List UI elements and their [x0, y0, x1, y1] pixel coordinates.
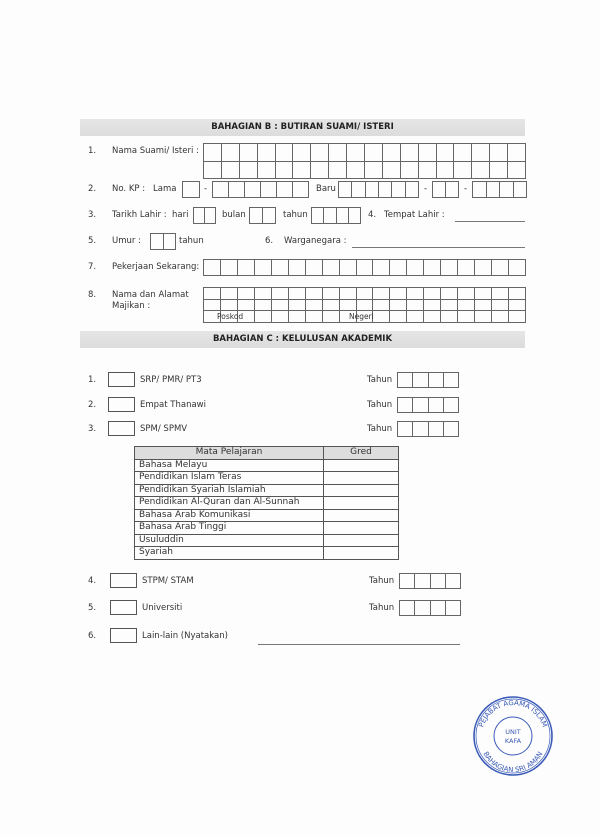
char-box[interactable]: [277, 182, 293, 198]
ic-old-prefix-box[interactable]: [182, 181, 200, 198]
char-box[interactable]: [255, 260, 272, 276]
q8-number: 8.: [88, 290, 97, 300]
char-box[interactable]: [221, 300, 238, 312]
char-box[interactable]: [340, 300, 357, 312]
char-box[interactable]: [349, 208, 361, 224]
char-box[interactable]: [401, 144, 419, 162]
year-label: Tahun: [367, 400, 393, 410]
subjects-table: [134, 446, 399, 560]
q4-number: 4.: [368, 210, 377, 220]
char-box[interactable]: [492, 311, 509, 323]
other-qualification-field[interactable]: [258, 644, 460, 645]
dash: -: [204, 184, 208, 194]
subject-row: [135, 547, 399, 560]
char-box[interactable]: [400, 601, 415, 616]
q5-label: Umur :: [112, 236, 141, 246]
char-box[interactable]: [337, 208, 349, 224]
q3-label: Tarikh Lahir :: [112, 210, 167, 220]
char-box[interactable]: [238, 288, 255, 300]
char-box[interactable]: [509, 311, 526, 323]
char-box[interactable]: [258, 162, 276, 180]
qualification-label: Universiti: [142, 603, 183, 613]
char-box[interactable]: [487, 182, 501, 198]
char-box[interactable]: [204, 162, 222, 180]
char-box[interactable]: [323, 300, 340, 312]
char-box[interactable]: [164, 234, 177, 250]
char-box[interactable]: [490, 162, 508, 180]
char-box[interactable]: [514, 182, 528, 198]
qualification-checkbox[interactable]: [110, 628, 137, 643]
char-box[interactable]: [261, 182, 277, 198]
subject-row: [135, 484, 399, 497]
birth-month-boxes[interactable]: [249, 207, 276, 224]
qualification-number: 3.: [88, 424, 97, 434]
grade-cell[interactable]: [324, 459, 399, 472]
char-box[interactable]: [373, 288, 390, 300]
qualification-year-boxes[interactable]: [399, 573, 461, 589]
char-box[interactable]: [383, 162, 401, 180]
char-box[interactable]: [306, 311, 323, 323]
grade-cell[interactable]: [324, 547, 399, 560]
char-box[interactable]: [229, 182, 245, 198]
char-box[interactable]: [289, 288, 306, 300]
char-box[interactable]: [390, 300, 407, 312]
char-box[interactable]: [263, 208, 276, 224]
char-box[interactable]: [276, 162, 294, 180]
char-box[interactable]: [458, 300, 475, 312]
char-box[interactable]: [415, 574, 430, 589]
char-box[interactable]: [441, 300, 458, 312]
char-box[interactable]: [444, 398, 459, 413]
char-box[interactable]: [238, 300, 255, 312]
char-box[interactable]: [366, 182, 379, 198]
q1-label: Nama Suami/ Isteri :: [112, 146, 199, 156]
char-box[interactable]: [293, 162, 311, 180]
char-box[interactable]: [357, 260, 374, 276]
spouse-name-boxes[interactable]: [203, 143, 526, 179]
char-box[interactable]: [240, 144, 258, 162]
subject-name: Pendidikan Al-Quran dan Al-Sunnah: [135, 497, 324, 510]
char-box[interactable]: [373, 311, 390, 323]
subject-row: [135, 472, 399, 485]
char-box[interactable]: [383, 144, 401, 162]
qualification-year-boxes[interactable]: [399, 600, 461, 616]
q2-label: No. KP :: [112, 184, 146, 194]
char-box[interactable]: [347, 162, 365, 180]
char-box[interactable]: [390, 260, 407, 276]
char-box[interactable]: [446, 601, 461, 616]
char-box[interactable]: [365, 144, 383, 162]
char-box[interactable]: [446, 574, 461, 589]
char-box[interactable]: [255, 288, 272, 300]
char-box[interactable]: [454, 162, 472, 180]
day-label: hari: [172, 210, 189, 220]
char-box[interactable]: [347, 144, 365, 162]
qualification-year-boxes[interactable]: [397, 397, 459, 413]
char-box[interactable]: [329, 162, 347, 180]
char-box[interactable]: [490, 144, 508, 162]
subject-name: Usuluddin: [135, 534, 324, 547]
grade-cell[interactable]: [324, 484, 399, 497]
char-box[interactable]: [424, 288, 441, 300]
char-box[interactable]: [431, 574, 446, 589]
qualification-year-boxes[interactable]: [397, 421, 459, 437]
char-box[interactable]: [424, 311, 441, 323]
char-box[interactable]: [473, 182, 487, 198]
qualification-label: STPM/ STAM: [142, 576, 194, 586]
char-box[interactable]: [433, 182, 446, 198]
birthplace-field[interactable]: [455, 221, 525, 222]
char-box[interactable]: [151, 234, 164, 250]
occupation-boxes[interactable]: [203, 259, 526, 276]
char-box[interactable]: [419, 162, 437, 180]
q2-number: 2.: [88, 184, 97, 194]
q3-number: 3.: [88, 210, 97, 220]
char-box[interactable]: [221, 260, 238, 276]
char-box[interactable]: [306, 300, 323, 312]
subject-row: [135, 522, 399, 535]
char-box[interactable]: [272, 300, 289, 312]
char-box[interactable]: [424, 260, 441, 276]
char-box[interactable]: [508, 144, 526, 162]
char-box[interactable]: [413, 373, 428, 388]
char-box[interactable]: [250, 208, 263, 224]
char-box[interactable]: [458, 311, 475, 323]
ic-old-number-boxes[interactable]: [212, 181, 309, 198]
grade-cell[interactable]: [324, 534, 399, 547]
char-box[interactable]: [323, 288, 340, 300]
char-box[interactable]: [276, 144, 294, 162]
qualification-checkbox[interactable]: [110, 600, 137, 615]
ic-new-label: Baru: [316, 184, 336, 194]
char-box[interactable]: [472, 162, 490, 180]
ic-old-label: Lama: [153, 184, 177, 194]
char-box[interactable]: [238, 260, 255, 276]
char-box[interactable]: [424, 300, 441, 312]
ic-new-part2-boxes[interactable]: [432, 181, 459, 198]
char-box[interactable]: [441, 260, 458, 276]
char-box[interactable]: [204, 300, 221, 312]
char-box[interactable]: [365, 162, 383, 180]
postcode-label: Poskod: [217, 312, 244, 321]
subject-row: [135, 509, 399, 522]
q6-number: 6.: [265, 236, 274, 246]
char-box[interactable]: [272, 288, 289, 300]
char-box[interactable]: [407, 288, 424, 300]
char-box[interactable]: [323, 311, 340, 323]
char-box[interactable]: [509, 260, 526, 276]
char-box[interactable]: [204, 260, 221, 276]
char-box[interactable]: [221, 288, 238, 300]
official-stamp: [472, 695, 554, 777]
char-box[interactable]: [431, 601, 446, 616]
char-box[interactable]: [204, 144, 222, 162]
char-box[interactable]: [472, 144, 490, 162]
char-box[interactable]: [183, 182, 200, 198]
birth-year-boxes[interactable]: [311, 207, 361, 224]
q7-label: Pekerjaan Sekarang:: [112, 262, 200, 272]
char-box[interactable]: [357, 288, 374, 300]
char-box[interactable]: [407, 300, 424, 312]
char-box[interactable]: [272, 311, 289, 323]
char-box[interactable]: [475, 260, 492, 276]
char-box[interactable]: [255, 300, 272, 312]
char-box[interactable]: [390, 288, 407, 300]
char-box[interactable]: [205, 208, 216, 224]
subject-name: Pendidikan Syariah Islamiah: [135, 484, 324, 497]
dash: -: [464, 184, 468, 194]
char-box[interactable]: [398, 422, 413, 437]
char-box[interactable]: [508, 162, 526, 180]
char-box[interactable]: [509, 288, 526, 300]
qualification-number: 6.: [88, 631, 97, 641]
subject-name: Bahasa Arab Tinggi: [135, 522, 324, 535]
month-label: bulan: [222, 210, 246, 220]
char-box[interactable]: [329, 144, 347, 162]
q5-number: 5.: [88, 236, 97, 246]
q8-label-2: Majikan :: [112, 301, 151, 311]
qualification-number: 1.: [88, 375, 97, 385]
year-label: Tahun: [369, 603, 395, 613]
char-box[interactable]: [390, 311, 407, 323]
char-box[interactable]: [441, 288, 458, 300]
char-box[interactable]: [492, 288, 509, 300]
grade-cell[interactable]: [324, 497, 399, 510]
grade-cell[interactable]: [324, 472, 399, 485]
char-box[interactable]: [441, 311, 458, 323]
char-box[interactable]: [444, 422, 459, 437]
char-box[interactable]: [289, 260, 306, 276]
header-subject: Mata Pelajaran: [135, 447, 324, 460]
ic-new-part3-boxes[interactable]: [472, 181, 527, 198]
char-box[interactable]: [407, 311, 424, 323]
char-box[interactable]: [444, 373, 459, 388]
char-box[interactable]: [352, 182, 365, 198]
char-box[interactable]: [429, 373, 444, 388]
char-box[interactable]: [339, 182, 352, 198]
citizenship-field[interactable]: [352, 247, 525, 248]
char-box[interactable]: [289, 300, 306, 312]
char-box[interactable]: [500, 182, 514, 198]
char-box[interactable]: [437, 162, 455, 180]
subject-name: Bahasa Melayu: [135, 459, 324, 472]
char-box[interactable]: [373, 300, 390, 312]
svg-text:UNIT: UNIT: [505, 728, 521, 736]
subject-row: [135, 459, 399, 472]
char-box[interactable]: [255, 311, 272, 323]
char-box[interactable]: [306, 288, 323, 300]
qualification-number: 2.: [88, 400, 97, 410]
subject-row: [135, 534, 399, 547]
char-box[interactable]: [379, 182, 392, 198]
char-box[interactable]: [419, 144, 437, 162]
char-box[interactable]: [458, 260, 475, 276]
char-box[interactable]: [293, 182, 309, 198]
age-unit: tahun: [179, 236, 204, 246]
char-box[interactable]: [475, 311, 492, 323]
grade-cell[interactable]: [324, 509, 399, 522]
char-box[interactable]: [258, 144, 276, 162]
year-label: Tahun: [369, 576, 395, 586]
qualification-checkbox[interactable]: [108, 372, 135, 387]
qualification-label: SRP/ PMR/ PT3: [140, 375, 202, 385]
section-c-header: BAHAGIAN C : KELULUSAN AKADEMIK: [80, 331, 525, 348]
char-box[interactable]: [475, 300, 492, 312]
dash: -: [424, 184, 428, 194]
char-box[interactable]: [398, 398, 413, 413]
section-b-header: BAHAGIAN B : BUTIRAN SUAMI/ ISTERI: [80, 119, 525, 136]
char-box[interactable]: [222, 162, 240, 180]
qualification-label: Lain-lain (Nyatakan): [142, 631, 228, 641]
state-label: Negeri: [349, 312, 374, 321]
char-box[interactable]: [204, 288, 221, 300]
q7-number: 7.: [88, 262, 97, 272]
char-box[interactable]: [398, 373, 413, 388]
char-box[interactable]: [392, 182, 405, 198]
ic-new-part1-boxes[interactable]: [338, 181, 419, 198]
q1-number: 1.: [88, 146, 97, 156]
char-box[interactable]: [509, 300, 526, 312]
age-boxes[interactable]: [150, 233, 176, 250]
subject-name: Bahasa Arab Komunikasi: [135, 509, 324, 522]
year-label: Tahun: [367, 375, 393, 385]
char-box[interactable]: [312, 208, 324, 224]
char-box[interactable]: [492, 300, 509, 312]
char-box[interactable]: [289, 311, 306, 323]
char-box[interactable]: [324, 208, 336, 224]
qualification-checkbox[interactable]: [108, 397, 135, 412]
qualification-checkbox[interactable]: [108, 421, 135, 436]
qualification-label: Empat Thanawi: [140, 400, 206, 410]
q4-label: Tempat Lahir :: [384, 210, 445, 220]
header-grade: Gred: [324, 447, 399, 460]
char-box[interactable]: [400, 574, 415, 589]
subject-name: Syariah: [135, 547, 324, 560]
char-box[interactable]: [245, 182, 261, 198]
char-box[interactable]: [413, 398, 428, 413]
birth-day-boxes[interactable]: [193, 207, 216, 224]
qualification-number: 4.: [88, 576, 97, 586]
char-box[interactable]: [429, 398, 444, 413]
char-box[interactable]: [407, 260, 424, 276]
char-box[interactable]: [415, 601, 430, 616]
qualification-number: 5.: [88, 603, 97, 613]
svg-text:KAFA: KAFA: [504, 737, 522, 745]
char-box[interactable]: [194, 208, 205, 224]
q6-label: Warganegara :: [284, 236, 347, 246]
char-box[interactable]: [311, 144, 329, 162]
svg-text:PEJABAT AGAMA ISLAM: PEJABAT AGAMA ISLAM: [477, 698, 549, 729]
char-box[interactable]: [323, 260, 340, 276]
char-box[interactable]: [454, 144, 472, 162]
qualification-label: SPM/ SPMV: [140, 424, 188, 434]
year-label: tahun: [283, 210, 308, 220]
char-box[interactable]: [458, 288, 475, 300]
subject-row: [135, 497, 399, 510]
qualification-year-boxes[interactable]: [397, 372, 459, 388]
char-box[interactable]: [446, 182, 459, 198]
char-box[interactable]: [340, 288, 357, 300]
char-box[interactable]: [213, 182, 229, 198]
char-box[interactable]: [437, 144, 455, 162]
char-box[interactable]: [272, 260, 289, 276]
subject-name: Pendidikan Islam Teras: [135, 472, 324, 485]
char-box[interactable]: [401, 162, 419, 180]
char-box[interactable]: [406, 182, 419, 198]
char-box[interactable]: [492, 260, 509, 276]
qualification-checkbox[interactable]: [110, 573, 137, 588]
q8-label-1: Nama dan Alamat: [112, 290, 189, 300]
char-box[interactable]: [357, 300, 374, 312]
grade-cell[interactable]: [324, 522, 399, 535]
char-box[interactable]: [306, 260, 323, 276]
char-box[interactable]: [413, 422, 428, 437]
char-box[interactable]: [222, 144, 240, 162]
char-box[interactable]: [340, 260, 357, 276]
year-label: Tahun: [367, 424, 393, 434]
svg-text:BAHAGIAN SRI AMAN: BAHAGIAN SRI AMAN: [481, 750, 545, 775]
char-box[interactable]: [240, 162, 258, 180]
char-box[interactable]: [429, 422, 444, 437]
char-box[interactable]: [373, 260, 390, 276]
char-box[interactable]: [293, 144, 311, 162]
char-box[interactable]: [475, 288, 492, 300]
char-box[interactable]: [311, 162, 329, 180]
